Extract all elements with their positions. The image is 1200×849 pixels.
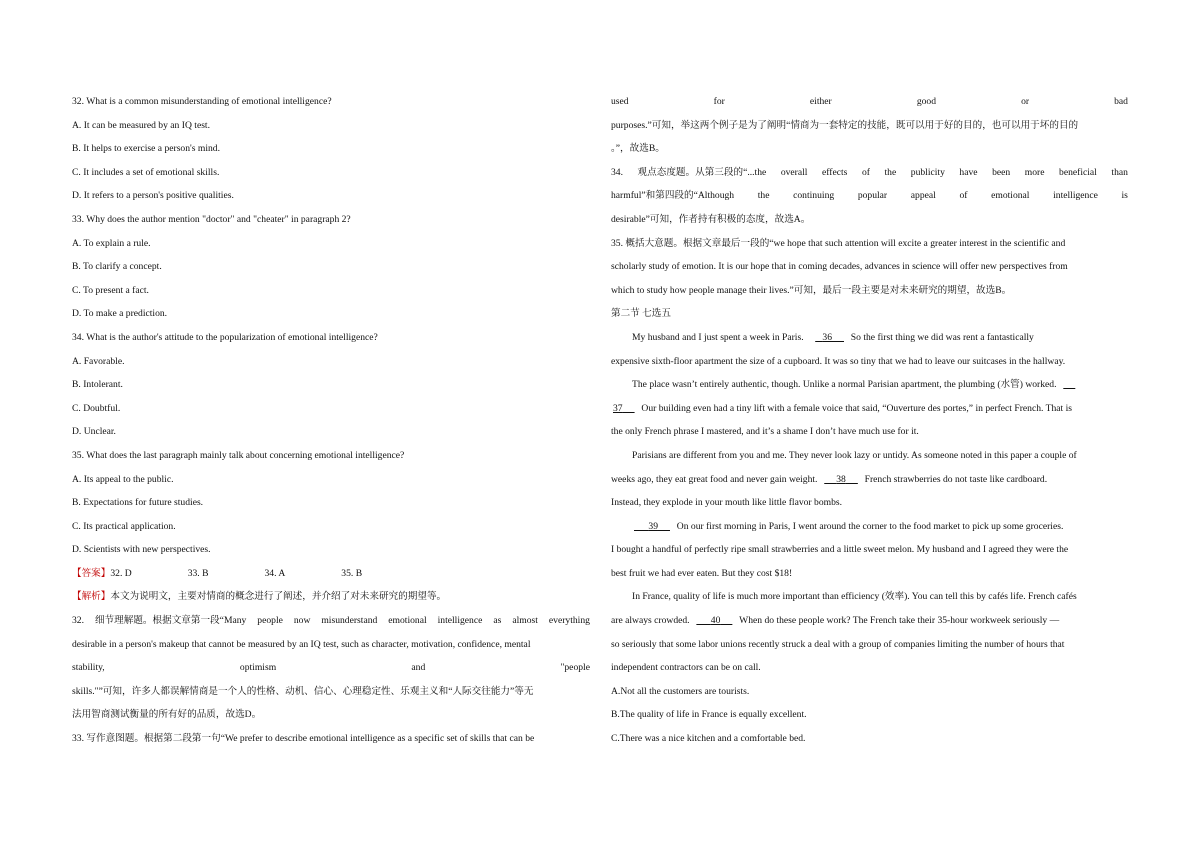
passage-line: I bought a handful of perfectly ripe small strawberries and a little sweet melon. My husband and I agreed they were the <box>611 544 1069 556</box>
question-34-option-d: D. Unclear. <box>72 426 116 438</box>
explanation-32-line-4: skills."”可知，许多人都误解情商是一个人的性格、动机、信心、心理稳定性、乐观主义和“人际交往能力”等无 <box>72 685 534 697</box>
option-b: B.The quality of life in France is equally excellent. <box>611 709 807 721</box>
question-35-option-b: B. Expectations for future studies. <box>72 497 204 509</box>
question-32-option-c: C. It includes a set of emotional skills. <box>72 166 220 178</box>
answer-line <box>72 562 590 586</box>
blank-38: 38 <box>836 473 846 485</box>
answer-label: 【答案】 <box>72 567 111 579</box>
passage-line: 39 On our first morning in Paris, I went around the corner to the food market to pick up some groceries. <box>611 515 1128 539</box>
blank-39: 39 <box>648 520 658 532</box>
right-column <box>611 90 1128 751</box>
passage-line: My husband and I just spent a week in Paris. 36 So the first thing we did was rent a fantastically <box>632 331 1034 343</box>
question-35-option-c: C. Its practical application. <box>72 520 176 532</box>
analysis-text: 本文为说明文，主要对情商的概念进行了阐述，并介绍了对未来研究的期望等。 <box>110 591 447 603</box>
explanation-34-line-1: 34. 观点态度题。从第三段的“...the overall effects of the publicity have been more beneficial than <box>611 166 1128 178</box>
question-32-stem: 32. What is a common misunderstanding of emotional intelligence? <box>72 96 332 107</box>
blank-37-start <box>1061 379 1077 390</box>
section-heading: 第二节 七选五 <box>611 308 671 320</box>
question-33-stem: 33. Why does the author mention "doctor" and "cheater" in paragraph 2? <box>72 213 351 225</box>
explanation-33-line-3: purposes.”可知，举这两个例子是为了阐明“情商为一套特定的技能，既可以用于好的目的，也可以用于坏的目的 <box>611 119 1079 131</box>
answer-item: 35. B <box>341 567 363 579</box>
passage-line: 37 Our building even had a tiny lift with a female voice that said, “Ouverture des portes,” in perfect French. That is <box>613 402 1072 414</box>
explanation-33-line-1: 33. 写作意图题。根据第二段第一句“We prefer to describe emotional intelligence as a specific set of skills that can be <box>72 733 535 745</box>
question-35-option-d: D. Scientists with new perspectives. <box>72 544 211 556</box>
passage-line: weeks ago, they eat great food and never gain weight. 38 French strawberries do not taste like cardboard. <box>611 473 1048 485</box>
question-35-option-a: A. Its appeal to the public. <box>72 473 174 485</box>
question-32-option-b: B. It helps to exercise a person's mind. <box>72 143 221 155</box>
option-c: C.There was a nice kitchen and a comfortable bed. <box>611 733 806 745</box>
question-33-option-d: D. To make a prediction. <box>72 308 168 320</box>
passage-line: so seriously that some labor unions recently struck a deal with a group of companies limiting the number of hours that <box>611 638 1065 650</box>
explanation-33-line-2: used for either good or bad <box>611 96 1128 107</box>
analysis-label: 【解析】 <box>72 591 111 603</box>
explanation-32-line-3: stability, optimism and "people <box>72 662 590 674</box>
option-a: A.Not all the customers are tourists. <box>611 685 750 697</box>
explanation-32-line-2: desirable in a person's makeup that cannot be measured by an IQ test, such as character, motivation, confidence, mental <box>72 638 531 650</box>
passage-line: Parisians are different from you and me. They never look lazy or untidy. As someone noted in this paper a couple of <box>632 449 1077 461</box>
explanation-32-line-5: 法用智商测试衡量的所有好的品质，故选D。 <box>72 709 262 721</box>
question-35-stem: 35. What does the last paragraph mainly talk about concerning emotional intelligence? <box>72 449 405 461</box>
blank-37: 37 <box>613 402 623 414</box>
left-column <box>72 90 590 751</box>
answer-item: 33. B <box>187 567 209 579</box>
question-34-option-c: C. Doubtful. <box>72 402 121 414</box>
question-34-option-a: A. Favorable. <box>72 355 125 367</box>
question-33-option-c: C. To present a fact. <box>72 284 149 296</box>
analysis-line <box>72 585 590 609</box>
explanation-34-line-2: harmful”和第四段的“Although the continuing popular appeal of emotional intelligence is <box>611 190 1128 202</box>
passage-line: In France, quality of life is much more important than efficiency (效率). You can tell this by cafés life. French cafés <box>632 591 1077 603</box>
passage-line: are always crowded. 40 When do these people work? The French take their 35-hour workweek seriously — <box>611 615 1060 627</box>
question-34-stem: 34. What is the author's attitude to the popularization of emotional intelligence? <box>72 331 378 343</box>
blank-36: 36 <box>822 331 832 343</box>
passage-line: Instead, they explode in your mouth like little flavor bombs. <box>611 497 843 509</box>
passage-line: The place wasn’t entirely authentic, though. Unlike a normal Parisian apartment, the plumbing (水管) worked. <box>611 373 1128 397</box>
explanation-35-line-1: 35. 概括大意题。根据文章最后一段的“we hope that such attention will excite a greater interest in the scientific and <box>611 237 1066 249</box>
question-34-option-b: B. Intolerant. <box>72 379 123 391</box>
answer-item: 32. D <box>110 567 132 579</box>
explanation-34-line-3: desirable”可知，作者持有积极的态度，故选A。 <box>611 213 811 225</box>
question-33-option-a: A. To explain a rule. <box>72 237 151 249</box>
question-32-option-d: D. It refers to a person's positive qualities. <box>72 190 234 202</box>
passage-line: the only French phrase I mastered, and it’s a shame I don’t have much use for it. <box>611 426 919 438</box>
explanation-35-line-3: which to study how people manage their lives.”可知，最后一段主要是对未来研究的期望，故选B。 <box>611 284 1012 296</box>
answer-item: 34. A <box>264 567 286 579</box>
explanation-33-line-4: 。”，故选B。 <box>611 143 665 155</box>
passage-line: best fruit we had ever eaten. But they cost $18! <box>611 567 793 579</box>
question-32-option-a: A. It can be measured by an IQ test. <box>72 119 210 131</box>
passage-line: expensive sixth-floor apartment the size of a cupboard. It was so tiny that we had to leave our suitcases in the hallway. <box>611 355 1066 367</box>
explanation-32-line-1: 32. 细节理解题。根据文章第一段“Many people now misunderstand emotional intelligence as almost everything <box>72 615 590 627</box>
blank-40: 40 <box>710 615 721 627</box>
explanation-35-line-2: scholarly study of emotion. It is our hope that in coming decades, advances in science will offer new perspectives from <box>611 261 1068 273</box>
question-33-option-b: B. To clarify a concept. <box>72 261 162 273</box>
passage-line: independent contractors can be on call. <box>611 662 761 674</box>
